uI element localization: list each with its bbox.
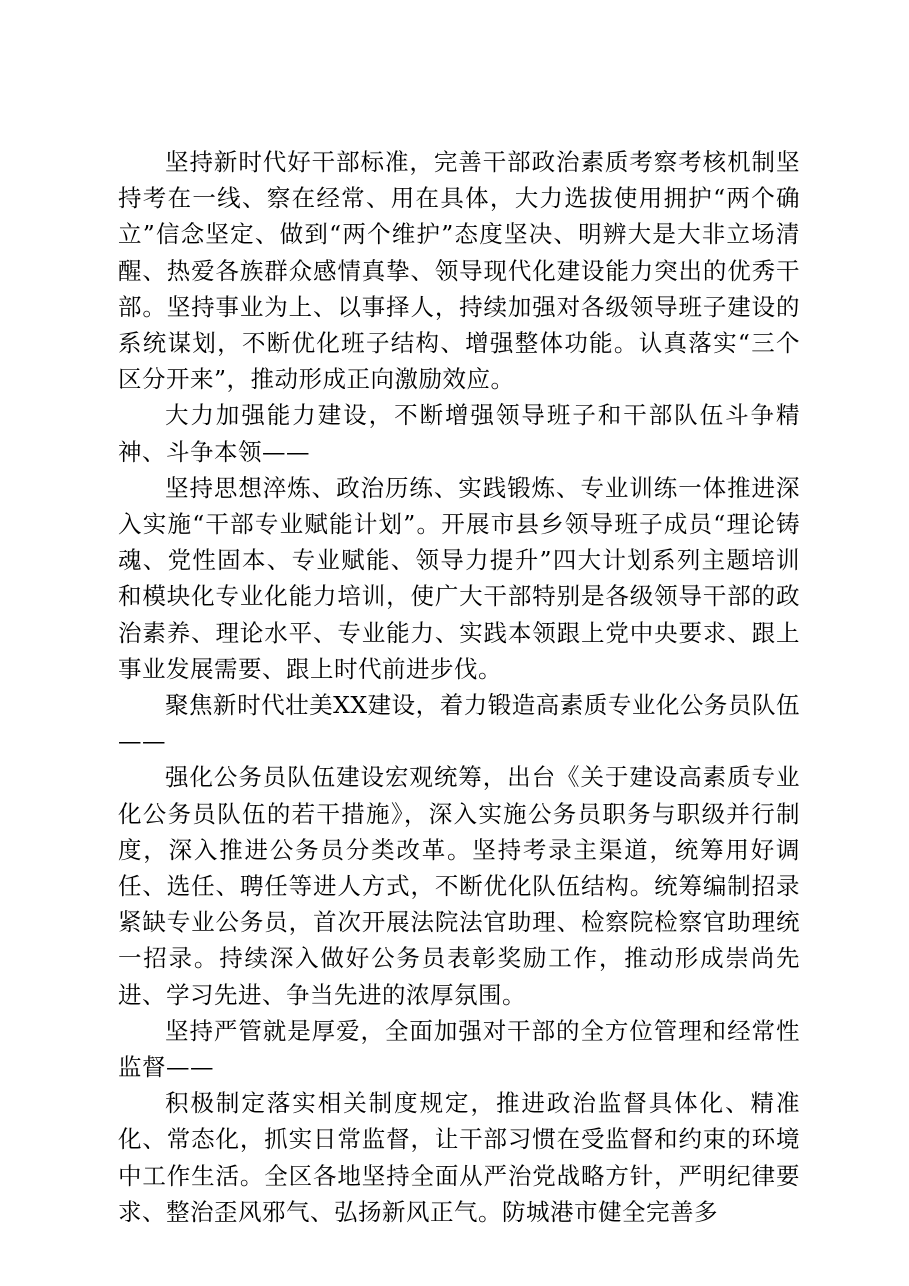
paragraph-civil-servant-heading: 聚焦新时代壮美XX建设，着力锻造高素质专业化公务员队伍——: [118, 691, 800, 756]
paragraph-cadre-standards: 坚持新时代好干部标准，完善干部政治素质考察考核机制坚持考在一线、察在经常、用在具体，大力选拔使用拥护“两个确立”信念坚定、做到“两个维护”态度坚决、明辨大是大非立场清醒、热爱各族群众感情真挚、领导现代化建设能力突出的优秀干部。坚持事业为上、以事择人，持续加强对各级领导班子建设的系统谋划，不断优化班子结构、增强整体功能。认真落实“三个区分开来”，推动形成正向激励效应。: [118, 148, 800, 394]
paragraph-civil-servant-measures: 强化公务员队伍建设宏观统筹，出台《关于建设高素质专业化公务员队伍的若干措施》，深入实施公务员职务与职级并行制度，深入推进公务员分类改革。坚持考录主渠道，统筹用好调任、选任、聘任等进人方式，不断优化队伍结构。统筹编制招录紧缺专业公务员，首次开展法院法官助理、检察院检察官助理统一招录。持续深入做好公务员表彰奖励工作，推动形成崇尚先进、学习先进、争当先进的浓厚氛围。: [118, 763, 800, 1009]
paragraph-supervision-measures: 积极制定落实相关制度规定，推进政治监督具体化、精准化、常态化，抓实日常监督，让干部习惯在受监督和约束的环境中工作生活。全区各地坚持全面从严治党战略方针，严明纪律要求、整治歪风邪气、弘扬新风正气。防城港市健全完善多: [118, 1089, 800, 1226]
paragraph-capacity-training: 坚持思想淬炼、政治历练、实践锻炼、专业训练一体推进深入实施“干部专业赋能计划”。开展市县乡领导班子成员“理论铸魂、党性固本、专业赋能、领导力提升”四大计划系列主题培训和模块化专业化能力培训，使广大干部特别是各级领导干部的政治素养、理论水平、专业能力、实践本领跟上党中央要求、跟上事业发展需要、跟上时代前进步伐。: [118, 473, 800, 683]
paragraph-capacity-heading: 大力加强能力建设，不断增强领导班子和干部队伍斗争精神、斗争本领——: [118, 401, 800, 466]
document-body: [118, 144, 800, 1230]
paragraph-supervision-heading: 坚持严管就是厚爱，全面加强对干部的全方位管理和经常性监督——: [118, 1016, 800, 1082]
